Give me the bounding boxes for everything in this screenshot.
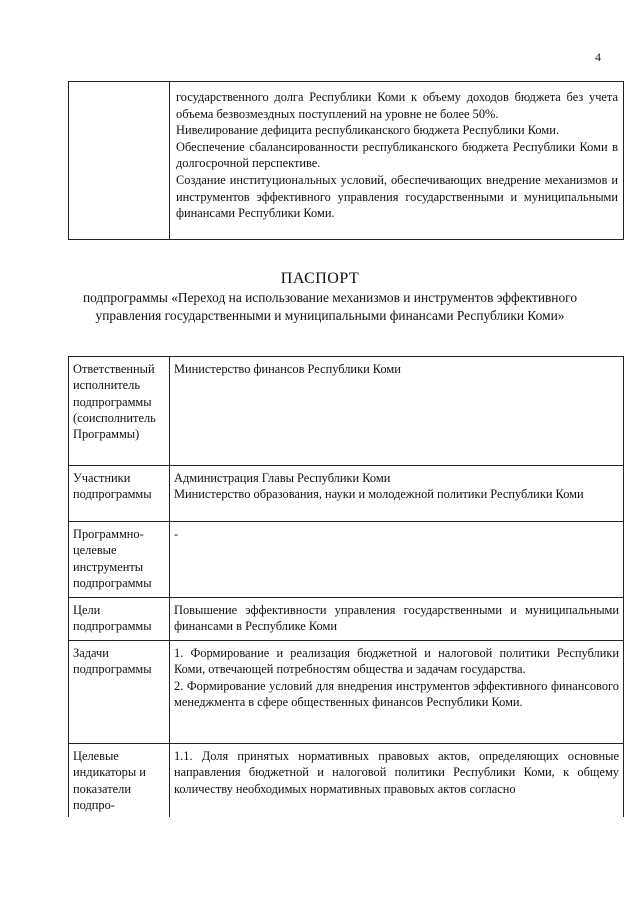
row-value-line: 2. Формирование условий для внедрения инструментов эффективного финансового менеджмента в сфере общественных финансов Республики Коми. (174, 678, 619, 709)
row-label: Целевые индикаторы и показатели подпро- (69, 744, 170, 818)
continuation-text-cell (170, 82, 624, 240)
continuation-line: государственного долга Республики Коми к объему доходов бюджета без учета объема безвозмездных поступлений на уровне не более 50%. (176, 90, 618, 121)
row-value (170, 466, 624, 522)
table-row (69, 357, 624, 466)
continuation-line: Нивелирование дефицита республиканского бюджета Республики Коми. (176, 123, 559, 138)
row-value-line: Министерство финансов Республики Коми (174, 362, 401, 376)
row-value-line: 1.1. Доля принятых нормативных правовых актов, определяющих основные направления бюджетной и налоговой политики Республики Коми, к общему количеству необходимых нормативных правовых актов согласно (174, 749, 619, 796)
continuation-table (68, 81, 624, 240)
passport-heading: ПАСПОРТ (280, 270, 360, 287)
page-number: 4 (595, 50, 601, 64)
continuation-line: Создание институциональных условий, обеспечивающих внедрение механизмов и инструментов эффективного управления государственными и муниципальными финансами Республики Коми. (176, 172, 618, 221)
row-value (170, 357, 624, 466)
row-label: Цели подпрограммы (69, 598, 170, 641)
row-value-line: Министерство образования, науки и молодежной политики Республики Коми (174, 487, 584, 502)
row-label: Программно-целевые инструменты подпрограммы (69, 522, 170, 598)
row-value (170, 522, 624, 598)
row-value (170, 744, 624, 818)
table-row (69, 744, 624, 818)
continuation-label-cell (69, 82, 170, 240)
table-row (69, 466, 624, 522)
row-value-line: - (174, 527, 179, 541)
table-row (69, 522, 624, 598)
row-value-line: Повышение эффективности управления государственными и муниципальными финансами в Республике Коми (174, 603, 619, 634)
row-value (170, 641, 624, 744)
row-label: Задачи подпрограммы (69, 641, 170, 744)
table-row (69, 641, 624, 744)
row-label: Участники подпрограммы (69, 466, 170, 522)
row-value-line: Администрация Главы Республики Коми (174, 471, 391, 485)
passport-subtitle: подпрограммы «Переход на использование механизмов и инструментов эффективного управления государственными и муниципальными финансами Республики Коми» (82, 290, 578, 323)
row-value-line: 1. Формирование и реализация бюджетной и налоговой политики Республики Коми, отвечающей потребностям общества и задачам государства. (174, 646, 619, 677)
row-label: Ответственный исполнитель подпрограммы (соисполнитель Программы) (69, 357, 170, 466)
table-row (69, 598, 624, 641)
continuation-line: Обеспечение сбалансированности республиканского бюджета Республики Коми в долгосрочной перспективе. (176, 139, 618, 171)
row-value (170, 598, 624, 641)
passport-table (68, 356, 624, 817)
